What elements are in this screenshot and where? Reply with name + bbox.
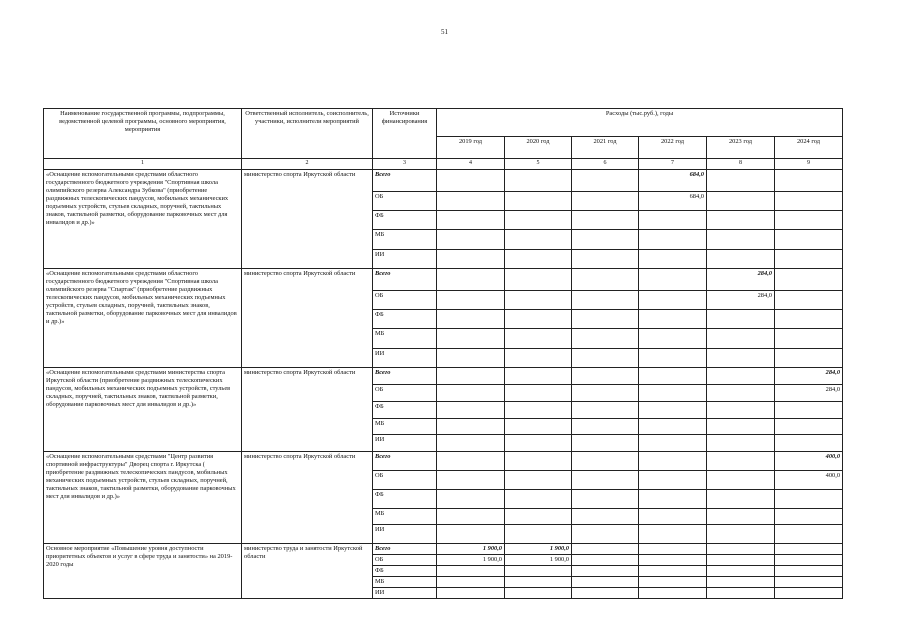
expense-value — [505, 230, 572, 250]
expense-value — [437, 211, 505, 230]
expense-value — [572, 525, 639, 544]
expense-value — [437, 509, 505, 525]
expense-value — [707, 329, 775, 349]
column-number: 5 — [505, 159, 572, 170]
expense-value — [775, 310, 843, 329]
header-year: 2022 год — [639, 137, 707, 159]
funding-source: ИИ — [373, 250, 437, 269]
column-number: 1 — [44, 159, 242, 170]
header-name-col: Наименование государственной программы, подпрограммы, ведомственной целевой программы, основного мероприятия, мероприятия — [44, 109, 242, 159]
expense-value — [707, 170, 775, 192]
header-expenses: Расходы (тыс.руб.), годы — [437, 109, 843, 137]
expense-value — [639, 525, 707, 544]
expense-value — [775, 329, 843, 349]
expense-value — [437, 588, 505, 599]
expense-value — [437, 329, 505, 349]
funding-source: ФБ — [373, 490, 437, 509]
expense-value — [775, 509, 843, 525]
expense-value — [505, 291, 572, 310]
expense-value — [775, 435, 843, 452]
expense-value — [505, 525, 572, 544]
activity-executor: министерство спорта Иркутской области — [242, 170, 373, 269]
expense-value — [437, 452, 505, 471]
expense-value — [639, 435, 707, 452]
expense-value — [572, 269, 639, 291]
expense-value: 1 900,0 — [437, 544, 505, 555]
expense-value — [775, 577, 843, 588]
activity-name: «Оснащение вспомогательными средствами "Центр развития спортивной инфраструктуры" Дворец спорта г. Иркутска ( приобретение раздвижных телескопических пандусов, мобильных механических подъемных устройств, стульев складных, поручней, тактильных знаков, тактильной разметки, оборудование парковочных мест для инвалидов и др.)» — [44, 452, 242, 544]
expense-value — [707, 588, 775, 599]
header-executor-col: Ответственный исполнитель, соисполнитель, участники, исполнители мероприятий — [242, 109, 373, 159]
column-number: 8 — [707, 159, 775, 170]
activity-name: «Оснащение вспомогательными средствами областного государственного бюджетного учреждения "Спортивная школа олимпийского резерва "Спартак" (приобретение раздвижных телескопических пандусов, мобильных механических подъемных устройств, стульев складных, поручней, тактильных знаков, тактильной разметки, оборудование парковочных мест для инвалидов и др.)» — [44, 269, 242, 368]
expense-value — [707, 385, 775, 402]
expense-value — [775, 230, 843, 250]
expense-value — [639, 544, 707, 555]
table-row — [44, 452, 843, 471]
expense-value — [572, 577, 639, 588]
header-year: 2024 год — [775, 137, 843, 159]
expense-value — [775, 291, 843, 310]
expense-value — [572, 329, 639, 349]
expense-value: 400,0 — [775, 452, 843, 471]
table-row — [44, 368, 843, 385]
expense-value — [572, 588, 639, 599]
expense-value — [572, 291, 639, 310]
funding-source: Всего — [373, 544, 437, 555]
activity-name: «Оснащение вспомогательными средствами областного государственного бюджетного учреждения "Спортивная школа олимпийского резерва Александра Зубкова" (приобретение раздвижных телескопических пандусов, мобильных механических подъемных устройств, стульев складных, поручней, тактильных знаков, тактильной разметки, оборудование парковочных мест для инвалидов и др.)» — [44, 170, 242, 269]
funding-source: ИИ — [373, 588, 437, 599]
activity-executor: министерство спорта Иркутской области — [242, 368, 373, 452]
expense-value — [572, 419, 639, 435]
funding-source: ФБ — [373, 566, 437, 577]
expense-value — [437, 525, 505, 544]
column-number: 9 — [775, 159, 843, 170]
expense-value — [437, 419, 505, 435]
activity-name: «Оснащение вспомогательными средствами министерства спорта Иркутской области (приобретение раздвижных телескопических пандусов, мобильных механических подъемных устройств, стульев складных, поручней, тактильных знаков, тактильной разметки, оборудование парковочных мест для инвалидов и др.)» — [44, 368, 242, 452]
funding-source: Всего — [373, 368, 437, 385]
expense-value — [437, 490, 505, 509]
expense-value — [437, 402, 505, 419]
expense-value — [775, 544, 843, 555]
funding-source: Всего — [373, 170, 437, 192]
activity-name: Основное мероприятие «Повышение уровня доступности приоритетных объектов и услуг в сфере труда и занятости» на 2019-2020 годы — [44, 544, 242, 599]
funding-source: Всего — [373, 452, 437, 471]
expense-value — [505, 310, 572, 329]
expense-value — [572, 435, 639, 452]
expense-value — [639, 250, 707, 269]
expense-value — [707, 419, 775, 435]
expense-value — [639, 577, 707, 588]
expense-value — [572, 230, 639, 250]
expense-value — [639, 230, 707, 250]
expense-value — [707, 509, 775, 525]
expense-value — [505, 402, 572, 419]
expense-value — [505, 329, 572, 349]
expense-value — [639, 385, 707, 402]
expense-value — [437, 368, 505, 385]
expense-value: 284,0 — [775, 385, 843, 402]
expense-value — [707, 544, 775, 555]
expense-value — [437, 192, 505, 211]
expense-value — [572, 192, 639, 211]
expense-value — [707, 402, 775, 419]
expense-value: 684,0 — [639, 170, 707, 192]
expense-value — [775, 566, 843, 577]
expense-value — [775, 588, 843, 599]
expense-value — [639, 509, 707, 525]
expense-value — [639, 588, 707, 599]
funding-source: МБ — [373, 577, 437, 588]
header-year: 2019 год — [437, 137, 505, 159]
expense-value — [639, 419, 707, 435]
expense-value — [707, 525, 775, 544]
expense-value — [437, 170, 505, 192]
expense-value — [707, 435, 775, 452]
expense-value — [437, 566, 505, 577]
expense-value — [639, 211, 707, 230]
header-sources-col: Источники финансирования — [373, 109, 437, 159]
expense-value — [639, 310, 707, 329]
expense-value — [707, 490, 775, 509]
expense-value — [572, 250, 639, 269]
funding-source: МБ — [373, 419, 437, 435]
expense-value — [707, 349, 775, 368]
column-number: 4 — [437, 159, 505, 170]
expense-value: 1 900,0 — [505, 555, 572, 566]
column-number: 6 — [572, 159, 639, 170]
expense-value — [437, 269, 505, 291]
expense-value — [505, 368, 572, 385]
expense-value — [707, 577, 775, 588]
header-year: 2021 год — [572, 137, 639, 159]
expense-value — [572, 471, 639, 490]
page-number: 51 — [441, 28, 448, 36]
funding-source: ОБ — [373, 471, 437, 490]
expense-value — [437, 310, 505, 329]
expense-value — [437, 250, 505, 269]
expense-value — [572, 452, 639, 471]
activity-executor: министерство труда и занятости Иркутской области — [242, 544, 373, 599]
expense-value — [505, 250, 572, 269]
expense-value — [572, 211, 639, 230]
expense-value — [505, 170, 572, 192]
expense-value — [505, 419, 572, 435]
expense-value — [707, 368, 775, 385]
expense-value — [572, 402, 639, 419]
funding-source: ИИ — [373, 349, 437, 368]
expense-value — [505, 490, 572, 509]
expense-value — [437, 435, 505, 452]
funding-source: МБ — [373, 329, 437, 349]
funding-source: ФБ — [373, 402, 437, 419]
expense-value — [505, 577, 572, 588]
funding-source: ФБ — [373, 310, 437, 329]
expense-value — [707, 310, 775, 329]
expense-value — [639, 329, 707, 349]
activity-executor: министерство спорта Иркутской области — [242, 269, 373, 368]
expense-value — [775, 269, 843, 291]
expense-value — [572, 310, 639, 329]
expense-value: 1 900,0 — [437, 555, 505, 566]
funding-source: МБ — [373, 230, 437, 250]
expense-value — [707, 211, 775, 230]
expense-value — [505, 471, 572, 490]
funding-source: ОБ — [373, 385, 437, 402]
expense-value — [505, 588, 572, 599]
expense-value — [572, 385, 639, 402]
funding-source: ОБ — [373, 291, 437, 310]
expense-value — [707, 566, 775, 577]
funding-source: ИИ — [373, 525, 437, 544]
funding-source: ФБ — [373, 211, 437, 230]
expense-value: 284,0 — [707, 269, 775, 291]
expense-value — [639, 368, 707, 385]
expense-value — [572, 349, 639, 368]
column-number: 3 — [373, 159, 437, 170]
expense-value — [437, 349, 505, 368]
expense-value — [775, 525, 843, 544]
column-number: 2 — [242, 159, 373, 170]
expense-value — [775, 490, 843, 509]
header-year: 2023 год — [707, 137, 775, 159]
expense-value — [775, 419, 843, 435]
table-row — [44, 170, 843, 192]
expense-value — [505, 211, 572, 230]
expense-value — [572, 509, 639, 525]
table-row — [44, 269, 843, 291]
activity-executor: министерство спорта Иркутской области — [242, 452, 373, 544]
funding-source: МБ — [373, 509, 437, 525]
header-year: 2020 год — [505, 137, 572, 159]
expense-value: 400,0 — [775, 471, 843, 490]
expense-value — [639, 471, 707, 490]
expense-value — [505, 566, 572, 577]
expense-value — [639, 349, 707, 368]
expense-value — [639, 402, 707, 419]
expense-value — [775, 250, 843, 269]
expense-value — [639, 269, 707, 291]
expense-value — [775, 170, 843, 192]
expense-value — [775, 555, 843, 566]
expense-value — [639, 566, 707, 577]
expense-value: 284,0 — [707, 291, 775, 310]
expense-value — [775, 211, 843, 230]
expense-value: 284,0 — [775, 368, 843, 385]
expense-value — [572, 170, 639, 192]
expense-value — [437, 385, 505, 402]
expense-value — [707, 192, 775, 211]
expense-value — [707, 471, 775, 490]
funding-source: ОБ — [373, 555, 437, 566]
expense-value — [572, 566, 639, 577]
expense-value — [639, 291, 707, 310]
expense-value — [437, 471, 505, 490]
expense-value: 684,0 — [639, 192, 707, 211]
expense-value — [707, 250, 775, 269]
funding-source: Всего — [373, 269, 437, 291]
expense-value — [505, 349, 572, 368]
expense-value — [505, 452, 572, 471]
expense-value: 1 900,0 — [505, 544, 572, 555]
table-row — [44, 544, 843, 555]
expense-value — [505, 269, 572, 291]
funding-source: ИИ — [373, 435, 437, 452]
expense-value — [707, 230, 775, 250]
expense-value — [707, 452, 775, 471]
expense-value — [707, 555, 775, 566]
expense-value — [639, 555, 707, 566]
expense-value — [572, 544, 639, 555]
expense-value — [775, 192, 843, 211]
expense-value — [505, 192, 572, 211]
expense-value — [437, 230, 505, 250]
expense-value — [437, 291, 505, 310]
expense-value — [505, 435, 572, 452]
expense-value — [505, 509, 572, 525]
expense-value — [437, 577, 505, 588]
expense-value — [505, 385, 572, 402]
expense-value — [572, 555, 639, 566]
expense-value — [775, 349, 843, 368]
expense-value — [639, 490, 707, 509]
expense-value — [572, 490, 639, 509]
expense-value — [775, 402, 843, 419]
column-number: 7 — [639, 159, 707, 170]
expense-value — [572, 368, 639, 385]
budget-table — [43, 108, 843, 599]
funding-source: ОБ — [373, 192, 437, 211]
expense-value — [639, 452, 707, 471]
